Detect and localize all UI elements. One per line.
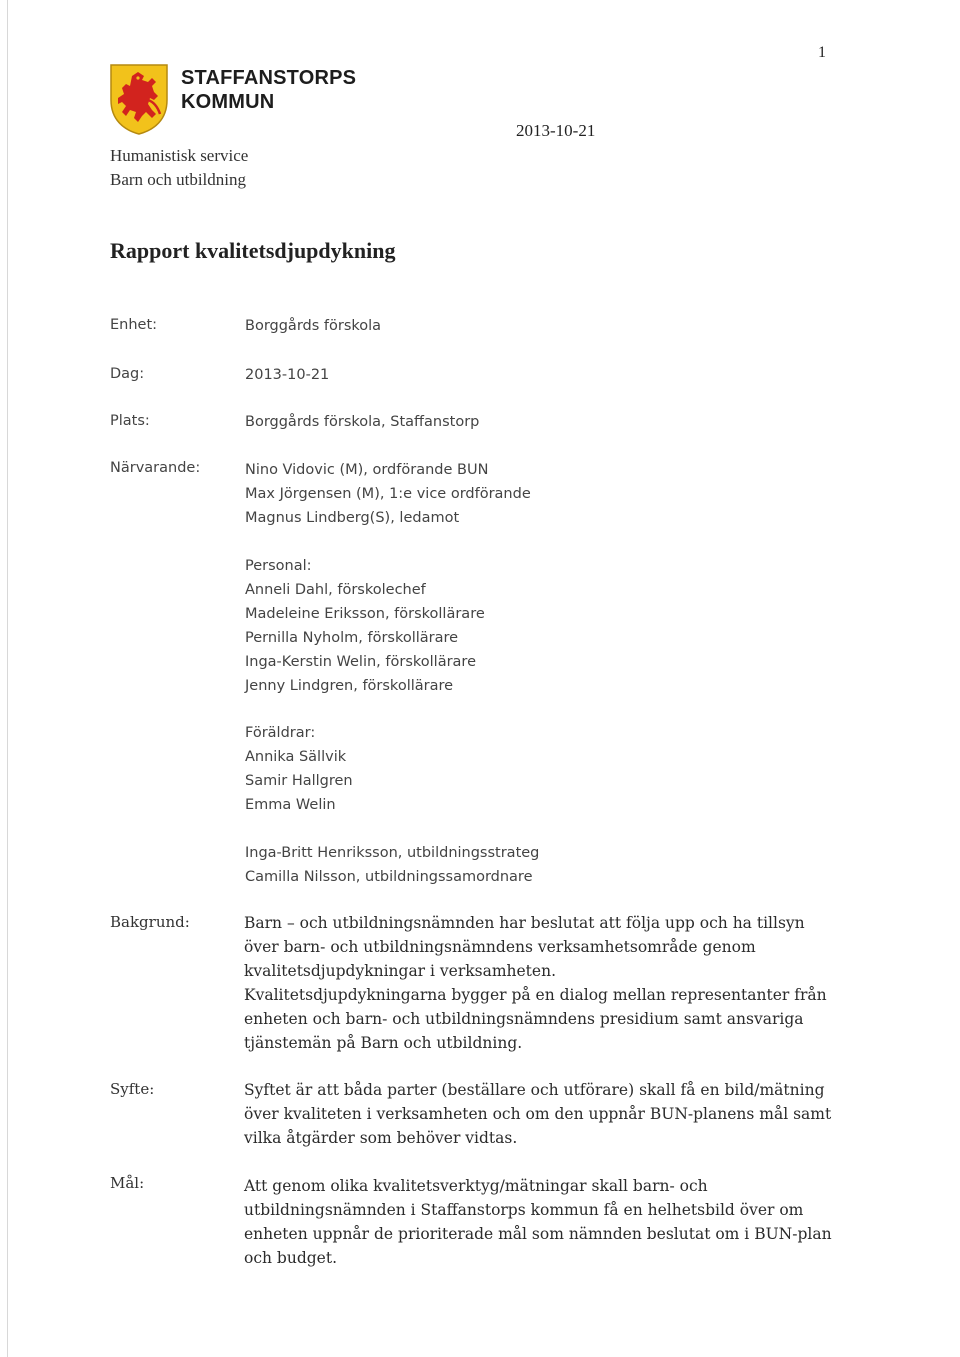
narvarande-label: Närvarande: [110, 460, 201, 476]
document-date: 2013-10-21 [516, 121, 596, 140]
department-line2: Barn och utbildning [110, 170, 246, 189]
attendee-line: Jenny Lindgren, förskollärare [245, 678, 454, 694]
page-edge-line [7, 0, 8, 1357]
paragraph-line: enheten uppnår de prioriterade mål som nämnden beslutat om i BUN-plan [244, 1225, 832, 1243]
bakgrund-paragraph [244, 911, 844, 1055]
paragraph-line: enheten och barn- och utbildningsnämndens presidium samt ansvariga [244, 1010, 804, 1028]
attendee-line: Madeleine Eriksson, förskollärare [245, 606, 485, 622]
dag-label: Dag: [110, 366, 145, 382]
syfte-label: Syfte: [110, 1080, 155, 1098]
paragraph-line: Kvalitetsdjupdykningarna bygger på en dialog mellan representanter från [244, 986, 827, 1004]
department [110, 144, 248, 192]
org-name-line2: KOMMUN [181, 91, 275, 113]
paragraph-line: tjänstemän på Barn och utbildning. [244, 1034, 523, 1052]
page-number: 1 [818, 44, 826, 61]
enhet-label: Enhet: [110, 317, 158, 333]
paragraph-line: vilka åtgärder som behöver vidtas. [244, 1129, 518, 1147]
attendee-line: Magnus Lindberg(S), ledamot [245, 510, 460, 526]
paragraph-line: Att genom olika kvalitetsverktyg/mätningar skall barn- och [244, 1177, 708, 1195]
attendee-line: Camilla Nilsson, utbildningssamordnare [245, 869, 533, 885]
coat-of-arms-lion-icon [108, 62, 170, 136]
dag-value: 2013-10-21 [245, 367, 330, 383]
paragraph-line: utbildningsnämnden i Staffanstorps kommun få en helhetsbild över om [244, 1201, 804, 1219]
parents-heading: Föräldrar: [245, 725, 316, 741]
attendee-line: Inga-Britt Henriksson, utbildningsstrateg [245, 845, 540, 861]
attendee-line: Anneli Dahl, förskolechef [245, 582, 426, 598]
paragraph-line: och budget. [244, 1249, 337, 1267]
paragraph-line: över kvaliteten i verksamheten och om den uppnår BUN-planens mål samt [244, 1105, 832, 1123]
attendee-line: Samir Hallgren [245, 773, 353, 789]
attendee-line: Nino Vidovic (M), ordförande BUN [245, 462, 489, 478]
org-name [181, 66, 356, 114]
attendee-line: Emma Welin [245, 797, 336, 813]
org-name-line1: STAFFANSTORPS [181, 67, 357, 89]
syfte-paragraph [244, 1078, 844, 1150]
attendee-line: Pernilla Nyholm, förskollärare [245, 630, 459, 646]
paragraph-line: över barn- och utbildningsnämndens verksamhetsområde genom [244, 938, 756, 956]
attendee-parents [245, 721, 353, 817]
mal-paragraph [244, 1174, 844, 1270]
attendee-line: Annika Sällvik [245, 749, 347, 765]
paragraph-line: kvalitetsdjupdykningar i verksamheten. [244, 962, 556, 980]
paragraph-line: Barn – och utbildningsnämnden har beslutat att följa upp och ha tillsyn [244, 914, 805, 932]
attendee-line: Max Jörgensen (M), 1:e vice ordförande [245, 486, 531, 502]
plats-value: Borggårds förskola, Staffanstorp [245, 414, 480, 430]
department-line1: Humanistisk service [110, 146, 249, 165]
attendee-line: Inga-Kerstin Welin, förskollärare [245, 654, 476, 670]
enhet-value: Borggårds förskola [245, 318, 382, 334]
paragraph-line: Syftet är att båda parter (beställare och utförare) skall få en bild/mätning [244, 1081, 825, 1099]
mal-label: Mål: [110, 1174, 145, 1192]
attendee-others [245, 841, 539, 889]
personal-heading: Personal: [245, 558, 312, 574]
attendee-personal [245, 554, 485, 698]
plats-label: Plats: [110, 413, 150, 429]
report-title: Rapport kvalitetsdjupdykning [110, 238, 396, 263]
attendee-politicians [245, 458, 531, 530]
bakgrund-label: Bakgrund: [110, 913, 190, 931]
